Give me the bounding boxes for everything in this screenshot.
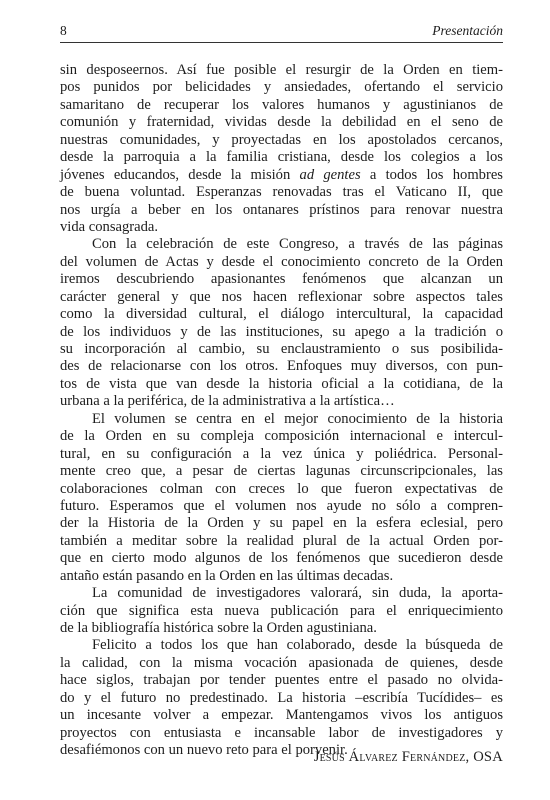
- text-line: urbana a la periférica, de la administrativa a la artística…: [60, 393, 395, 410]
- author-signature: Jesús Álvarez Fernández, OSA: [313, 749, 503, 765]
- text-line: un incesante volver a empezar. Mantengamos vivos los antiguos: [60, 707, 503, 724]
- text-line: mente creo que, a pesar de ciertas lagunas circunscripcionales, las: [60, 463, 503, 480]
- paragraph: [60, 411, 503, 585]
- text-line: ción que significa esta nueva publicación para el enriquecimiento: [60, 602, 503, 619]
- text-line: des de relacionarse con los otros. Enfoques muy diversos, con pun-: [60, 358, 503, 375]
- latin-phrase: ad gentes: [299, 166, 361, 183]
- paragraph: [60, 585, 503, 637]
- text-line: tos de vista que van desde la historia oficial a la cotidiana, de la: [60, 375, 503, 392]
- text-line: la calidad, con la misma vocación apasionada de quienes, desde: [60, 654, 503, 671]
- paragraph: [60, 637, 503, 759]
- text-line: El volumen se centra en el mejor conocimiento de la historia: [92, 410, 503, 427]
- text-line: desde la parroquia a la familia cristiana, desde los colegios a los: [60, 149, 503, 166]
- paragraph: [60, 62, 503, 236]
- text-line: do y el futuro no predestinado. La historia –escribía Tucídides– es: [60, 689, 503, 706]
- text-line: de los individuos y de las instituciones, su apego a la tradición o: [60, 323, 503, 340]
- text-line: que en cierto modo algunos de los fenómenos que sucedieron desde: [60, 550, 503, 567]
- page-number: 8: [60, 23, 67, 38]
- text-line: nuestras comunidades, y proyectadas en los apostolados cercanos,: [60, 131, 503, 148]
- text-line: Con la celebración de este Congreso, a través de las páginas: [92, 236, 503, 253]
- page-header: [60, 20, 503, 43]
- text-line: su incorporación al cambio, su enclaustramiento o sus posibilida-: [60, 341, 503, 357]
- text-line: futuro. Esperamos que el volumen nos ayude no sólo a compren-: [60, 497, 503, 514]
- text-line: hace siglos, trabajan por tender puentes entre el pasado no olvida-: [60, 672, 503, 689]
- text-line: de buena voluntad. Esperanzas renovadas tras el Vaticano II, que: [60, 184, 503, 201]
- text-line: comunión y fraternidad, vividas desde la debilidad en el seno de: [60, 114, 503, 131]
- body-text: [60, 62, 503, 760]
- text-line: colaboraciones colman con creces lo que fueron expectativas de: [60, 480, 503, 497]
- text-line: desafiémonos con un nuevo reto para el porvenir.: [60, 742, 348, 759]
- text-line: del volumen de Actas y desde el conocimiento concreto de la Orden: [60, 253, 503, 270]
- running-head: Presentación: [432, 23, 503, 38]
- text-line: de la Orden en su compleja composición internacional e intercul-: [60, 428, 503, 445]
- text-line: nos urgía a beber en los ontanares prístinos para renovar nuestra: [60, 201, 503, 218]
- text-line: como la diversidad cultural, el diálogo intercultural, la capacidad: [60, 306, 503, 323]
- text-line: proyectos con entusiasta e incansable labor de investigadores y: [60, 724, 503, 741]
- text-line: samaritano de recuperar los valores humanos y agustinianos de: [60, 96, 503, 113]
- text-line: de la bibliografía histórica sobre la Orden agustiniana.: [60, 620, 377, 636]
- text-line: carácter general y que nos hacen reflexionar sobre aspectos tales: [60, 288, 503, 305]
- text-line: pos punidos por belicidades y ansiedades, ofertando el servicio: [60, 79, 503, 96]
- text-line: tural, en su configuración a la vez única y poliédrica. Personal-: [60, 445, 503, 462]
- text-line: antaño están pasando en la Orden en las últimas decadas.: [60, 567, 394, 584]
- text-line: La comunidad de investigadores valorará, sin duda, la aporta-: [92, 585, 503, 602]
- text-line: Felicito a todos los que han colaborado, desde la búsqueda de: [92, 637, 503, 654]
- text-line: también a meditar sobre la realidad plural de la actual Orden por-: [60, 532, 503, 549]
- text-line: jóvenes educandos, desde la misión ad gentes a todos los hombres: [60, 166, 503, 183]
- text-line: sin desposeernos. Así fue posible el resurgir de la Orden en tiem-: [60, 62, 503, 78]
- text-line: iremos descubriendo apasionantes fenómenos que alcanzan un: [60, 271, 503, 288]
- text-line: der la Historia de la Orden y su papel en la esfera eclesial, pero: [60, 515, 503, 532]
- text-line: vida consagrada.: [60, 218, 159, 235]
- paragraph: [60, 236, 503, 410]
